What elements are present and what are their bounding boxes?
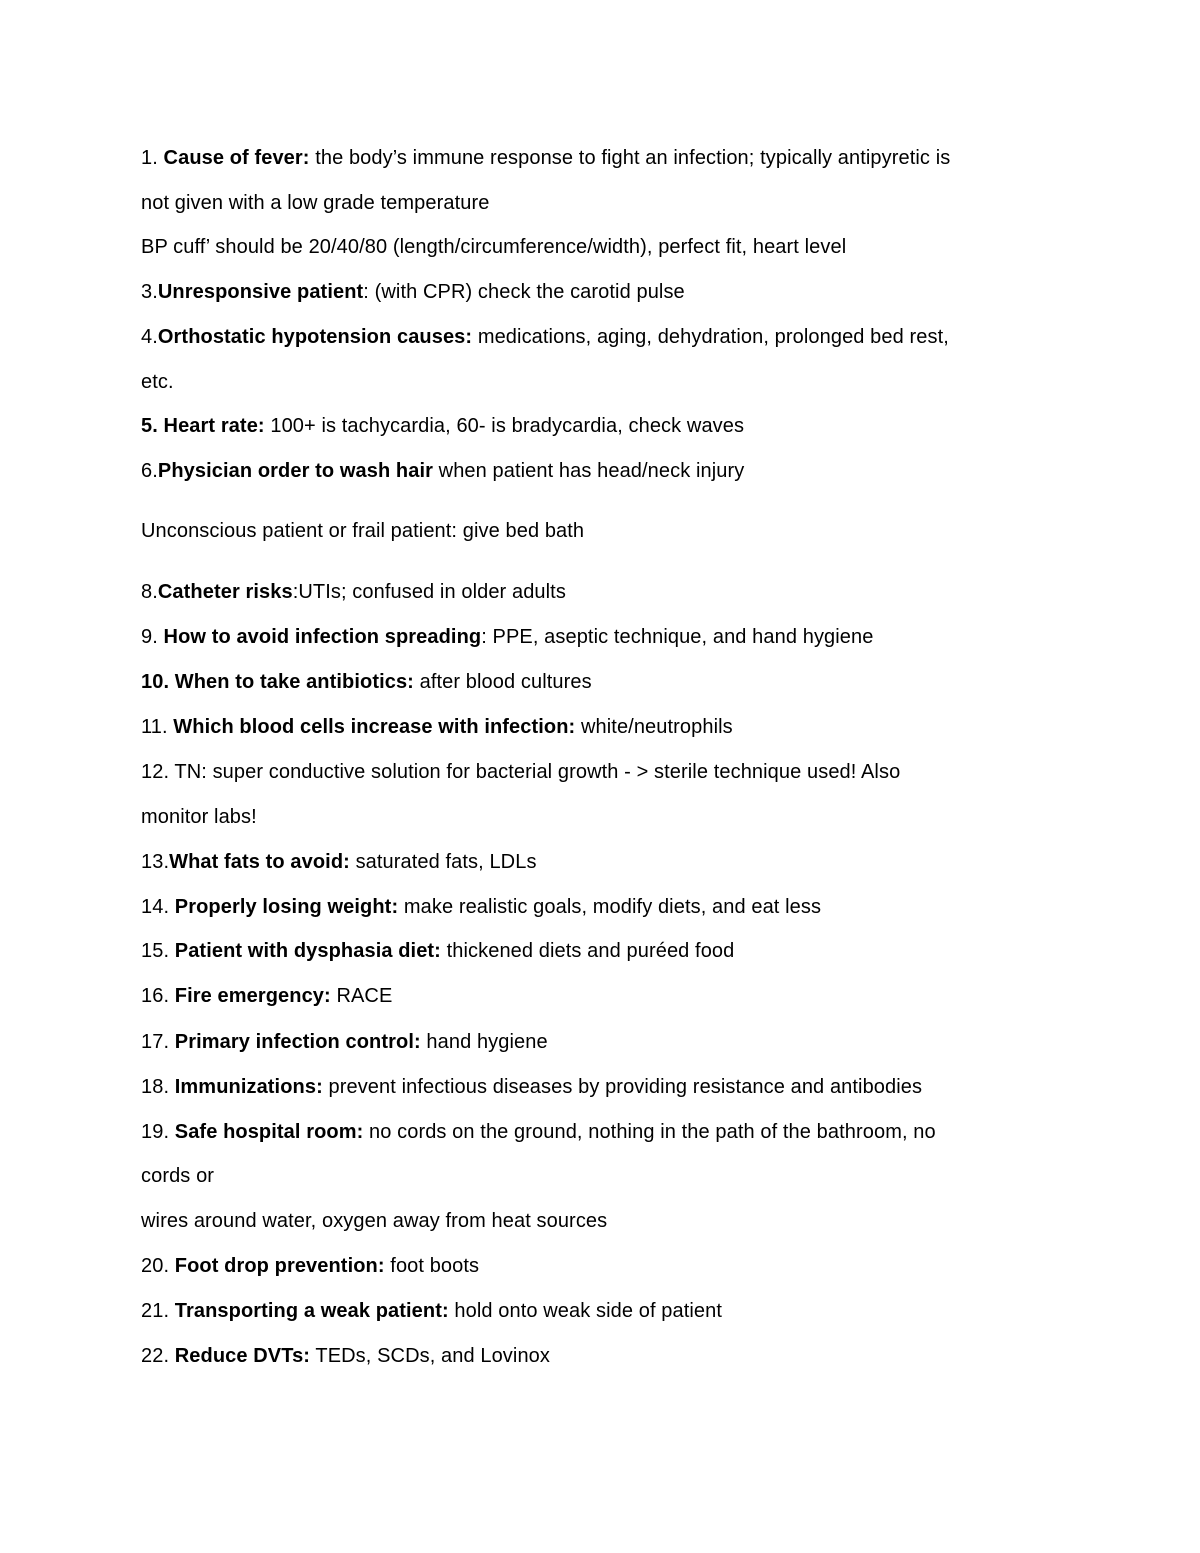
note-line [141, 459, 1061, 483]
line-heading: How to avoid infection spreading [163, 626, 482, 648]
line-text: hand hygiene [420, 1031, 548, 1053]
line-text: medications, aging, dehydration, prolonged bed rest, [472, 326, 949, 348]
note-line [141, 325, 1061, 349]
line-text: RACE [330, 985, 393, 1007]
line-text: hold onto weak side of patient [448, 1300, 723, 1322]
line-text: Unconscious patient or frail patient: give bed bath [141, 520, 585, 542]
note-line [141, 580, 1061, 604]
line-text: 12. TN: super conductive solution for bacterial growth - > sterile technique used! Also [141, 761, 901, 783]
note-line [141, 1120, 1061, 1144]
note-line [141, 519, 1061, 543]
line-prefix: 1. [141, 147, 164, 169]
line-heading: What fats to avoid: [169, 851, 350, 873]
line-text: wires around water, oxygen away from heat sources [141, 1210, 608, 1232]
line-text: thickened diets and puréed food [440, 940, 735, 962]
line-heading: Transporting a weak patient: [174, 1300, 449, 1322]
note-line [141, 1254, 1061, 1278]
line-prefix: 19. [141, 1121, 175, 1143]
note-line [141, 715, 1061, 739]
line-text: no cords on the ground, nothing in the path of the bathroom, no [363, 1121, 936, 1143]
line-heading: 5. Heart rate: [141, 415, 265, 437]
note-line [141, 1344, 1061, 1368]
note-line [141, 984, 1061, 1008]
line-text: after blood cultures [413, 671, 592, 693]
note-line [141, 1164, 1061, 1188]
line-prefix: 14. [141, 896, 175, 918]
line-text: foot boots [384, 1255, 480, 1277]
line-text: the body’s immune response to fight an infection; typically antipyretic is [309, 147, 951, 169]
line-heading: Fire emergency: [174, 985, 331, 1007]
line-heading: Catheter risks [157, 581, 293, 603]
line-text: monitor labs! [141, 806, 257, 828]
line-heading: Physician order to wash hair [157, 460, 433, 482]
note-line [141, 939, 1061, 963]
line-prefix: 9. [141, 626, 164, 648]
line-text: prevent infectious diseases by providing resistance and antibodies [322, 1076, 923, 1098]
line-prefix: 13. [141, 851, 170, 873]
note-line [141, 1209, 1061, 1233]
line-heading: Primary infection control: [174, 1031, 421, 1053]
line-text: etc. [141, 371, 174, 393]
line-heading: Safe hospital room: [174, 1121, 364, 1143]
line-heading: Properly losing weight: [174, 896, 399, 918]
line-text: white/neutrophils [575, 716, 733, 738]
line-heading: Reduce DVTs: [174, 1345, 311, 1367]
line-heading: 10. When to take antibiotics: [141, 671, 414, 693]
note-line [141, 146, 1061, 170]
line-prefix: 11. [141, 716, 174, 738]
note-line [141, 280, 1061, 304]
note-line [141, 850, 1061, 874]
note-line [141, 760, 1061, 784]
line-prefix: 20. [141, 1255, 175, 1277]
line-prefix: 17. [141, 1031, 175, 1053]
note-line [141, 1075, 1061, 1099]
line-text: BP cuff’ should be 20/40/80 (length/circumference/width), perfect fit, heart level [141, 236, 847, 258]
line-prefix: 3. [141, 281, 158, 303]
line-heading: Which blood cells increase with infection: [173, 716, 576, 738]
line-text: TEDs, SCDs, and Lovinox [310, 1345, 550, 1367]
note-line [141, 414, 1061, 438]
line-text: saturated fats, LDLs [349, 851, 537, 873]
line-text: when patient has head/neck injury [433, 460, 745, 482]
note-line [141, 1299, 1061, 1323]
line-heading: Foot drop prevention: [174, 1255, 385, 1277]
line-prefix: 4. [141, 326, 158, 348]
line-heading: Unresponsive patient [157, 281, 364, 303]
line-prefix: 18. [141, 1076, 175, 1098]
line-prefix: 21. [141, 1300, 175, 1322]
line-text: : (with CPR) check the carotid pulse [363, 281, 685, 303]
note-line [141, 191, 1061, 215]
line-prefix: 15. [141, 940, 175, 962]
line-text: :UTIs; confused in older adults [292, 581, 566, 603]
line-heading: Patient with dysphasia diet: [174, 940, 441, 962]
note-line [141, 625, 1061, 649]
line-prefix: 6. [141, 460, 158, 482]
line-prefix: 22. [141, 1345, 175, 1367]
note-line [141, 235, 1061, 259]
line-prefix: 16. [141, 985, 175, 1007]
line-text: cords or [141, 1165, 215, 1187]
line-text: : PPE, aseptic technique, and hand hygiene [481, 626, 874, 648]
line-prefix: 8. [141, 581, 158, 603]
note-line [141, 805, 1061, 829]
line-heading: Cause of fever: [163, 147, 310, 169]
line-heading: Immunizations: [174, 1076, 323, 1098]
note-line [141, 370, 1061, 394]
line-text: make realistic goals, modify diets, and eat less [398, 896, 822, 918]
note-line [141, 1030, 1061, 1054]
note-line [141, 895, 1061, 919]
note-line [141, 670, 1061, 694]
line-heading: Orthostatic hypotension causes: [157, 326, 473, 348]
line-text: 100+ is tachycardia, 60- is bradycardia, check waves [264, 415, 745, 437]
line-text: not given with a low grade temperature [141, 192, 490, 214]
